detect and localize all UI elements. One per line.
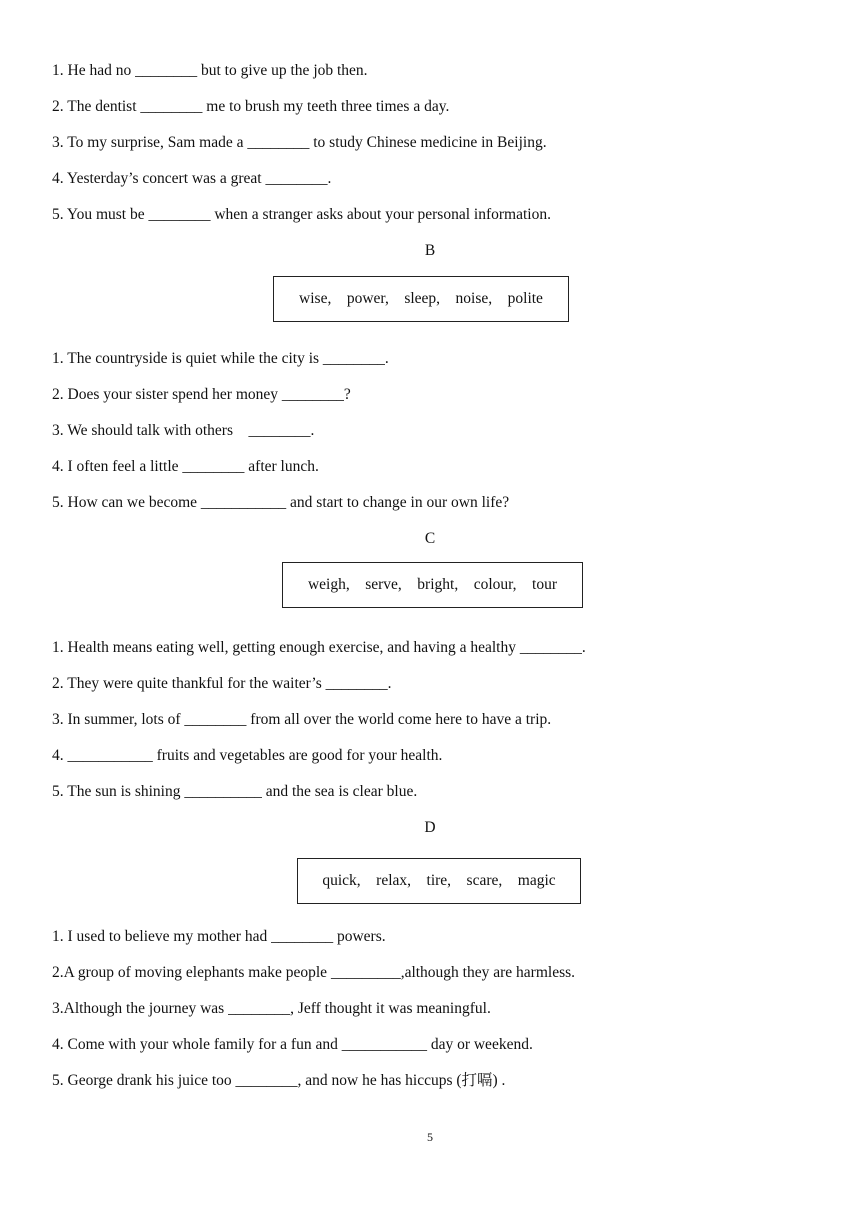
sentence-a-5: 5. You must be ________ when a stranger asks about your personal information.: [52, 206, 551, 223]
sentence-b-2: 2. Does your sister spend her money ________?: [52, 386, 351, 403]
sentence-b-1: 1. The countryside is quiet while the city is ________.: [52, 350, 389, 367]
word-box-c: weigh, serve, bright, colour, tour: [282, 562, 583, 608]
sentence-d-5: 5. George drank his juice too ________, and now he has hiccups (打嗝) .: [52, 1072, 506, 1089]
sentence-c-1: 1. Health means eating well, getting enough exercise, and having a healthy ________.: [52, 639, 586, 656]
sentence-a-1: 1. He had no ________ but to give up the job then.: [52, 62, 368, 79]
sentence-c-5: 5. The sun is shining __________ and the sea is clear blue.: [52, 783, 418, 800]
sentence-c-4: 4. ___________ fruits and vegetables are good for your health.: [52, 747, 443, 764]
section-heading-d: D: [424, 819, 436, 836]
page-number: 5: [427, 1130, 433, 1144]
section-heading-c: C: [424, 530, 436, 547]
sentence-b-4: 4. I often feel a little ________ after lunch.: [52, 458, 319, 475]
sentence-d-3: 3.Although the journey was ________, Jeff thought it was meaningful.: [52, 1000, 491, 1017]
sentence-b-3: 3. We should talk with others ________.: [52, 422, 315, 439]
word-box-b: wise, power, sleep, noise, polite: [273, 276, 569, 322]
sentence-a-4: 4. Yesterday’s concert was a great ________.: [52, 170, 332, 187]
sentence-d-4: 4. Come with your whole family for a fun and ___________ day or weekend.: [52, 1036, 533, 1053]
section-heading-b: B: [424, 242, 436, 259]
sentence-a-2: 2. The dentist ________ me to brush my teeth three times a day.: [52, 98, 450, 115]
sentence-c-3: 3. In summer, lots of ________ from all over the world come here to have a trip.: [52, 711, 552, 728]
sentence-d-1: 1. I used to believe my mother had ________ powers.: [52, 928, 386, 945]
sentence-a-3: 3. To my surprise, Sam made a ________ to study Chinese medicine in Beijing.: [52, 134, 547, 151]
sentence-b-5: 5. How can we become ___________ and start to change in our own life?: [52, 494, 510, 511]
sentence-c-2: 2. They were quite thankful for the waiter’s ________.: [52, 675, 392, 692]
sentence-d-2: 2.A group of moving elephants make people _________,although they are harmless.: [52, 964, 576, 981]
word-box-d: quick, relax, tire, scare, magic: [297, 858, 581, 904]
